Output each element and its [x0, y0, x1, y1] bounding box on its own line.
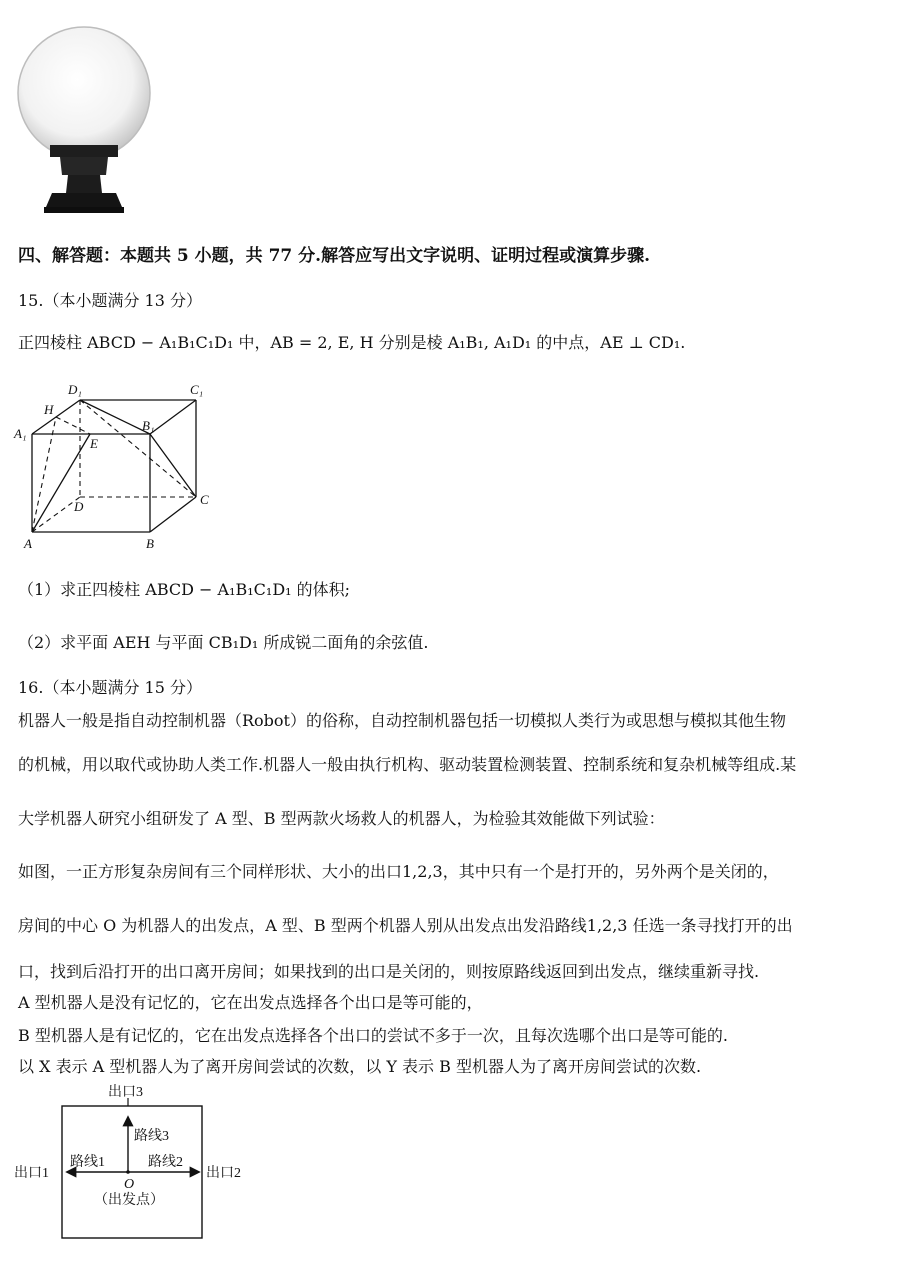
origin-caption: （出发点） — [94, 1193, 164, 1208]
route1-label: 路线1 — [70, 1155, 105, 1170]
label-E: E — [90, 436, 98, 451]
exit1-label: 出口1 — [14, 1166, 49, 1181]
route2-label: 路线2 — [148, 1155, 183, 1170]
label-B: B — [146, 536, 154, 551]
q15-stem: 正四棱柱 ABCD − A₁B₁C₁D₁ 中，AB = 2, E, H 分别是棱 A₁B₁, A₁D₁ 的中点，AE ⊥ CD₁. — [18, 333, 686, 352]
q16-line-9: 以 X 表示 A 型机器人为了离开房间尝试的次数，以 Y 表示 B 型机器人为了离开房间尝试的次数. — [18, 1057, 702, 1076]
label-B1: B₁ — [142, 418, 155, 433]
label-A: A — [24, 536, 32, 551]
q16-line-6: 口，找到后沿打开的出口离开房间；如果找到的出口是关闭的，则按原路线返回到出发点，继续重新寻找. — [18, 962, 760, 981]
section-heading: 四、解答题：本题共 5 小题，共 77 分.解答应写出文字说明、证明过程或演算步骤. — [18, 246, 650, 266]
q16-line-3: 大学机器人研究小组研发了 A 型、B 型两款火场救人的机器人，为检验其效能做下列试验： — [18, 809, 665, 828]
exit3-label: 出口3 — [108, 1085, 143, 1100]
q16-line-7: A 型机器人是没有记忆的，它在出发点选择各个出口是等可能的， — [18, 993, 483, 1012]
q16-line-5: 房间的中心 O 为机器人的出发点，A 型、B 型两个机器人别从出发点出发沿路线1,2,3 任选一条寻找打开的出 — [18, 916, 793, 935]
label-H: H — [44, 402, 54, 417]
exit2-label: 出口2 — [206, 1166, 241, 1181]
label-D: D — [74, 499, 84, 514]
prism-figure — [10, 378, 230, 553]
q15-part1: （1）求正四棱柱 ABCD − A₁B₁C₁D₁ 的体积; — [18, 580, 351, 599]
q16-line-1: 机器人一般是指自动控制机器（Robot）的俗称，自动控制机器包括一切模拟人类行为或思想与模拟其他生物 — [18, 711, 786, 730]
label-C1: C₁ — [190, 382, 204, 397]
q16-line-2: 的机械，用以取代或协助人类工作.机器人一般由执行机构、驱动装置检测装置、控制系统和复杂机械等组成.某 — [18, 755, 797, 774]
label-C: C — [200, 492, 209, 507]
route3-label: 路线3 — [134, 1129, 169, 1144]
q15-part2: （2）求平面 AEH 与平面 CB₁D₁ 所成锐二面角的余弦值. — [18, 633, 429, 652]
lamp-image — [10, 25, 160, 220]
q15-header: 15.（本小题满分 13 分） — [18, 291, 202, 310]
label-D1: D₁ — [68, 382, 82, 397]
q16-line-4: 如图，一正方形复杂房间有三个同样形状、大小的出口1,2,3，其中只有一个是打开的，另外两个是关闭的， — [18, 862, 779, 881]
label-A1: A₁ — [14, 426, 27, 441]
q16-header: 16.（本小题满分 15 分） — [18, 678, 202, 697]
origin-label: O — [124, 1177, 135, 1192]
room-diagram — [10, 1080, 270, 1245]
q16-line-8: B 型机器人是有记忆的，它在出发点选择各个出口的尝试不多于一次，且每次选哪个出口是等可能的. — [18, 1026, 728, 1045]
